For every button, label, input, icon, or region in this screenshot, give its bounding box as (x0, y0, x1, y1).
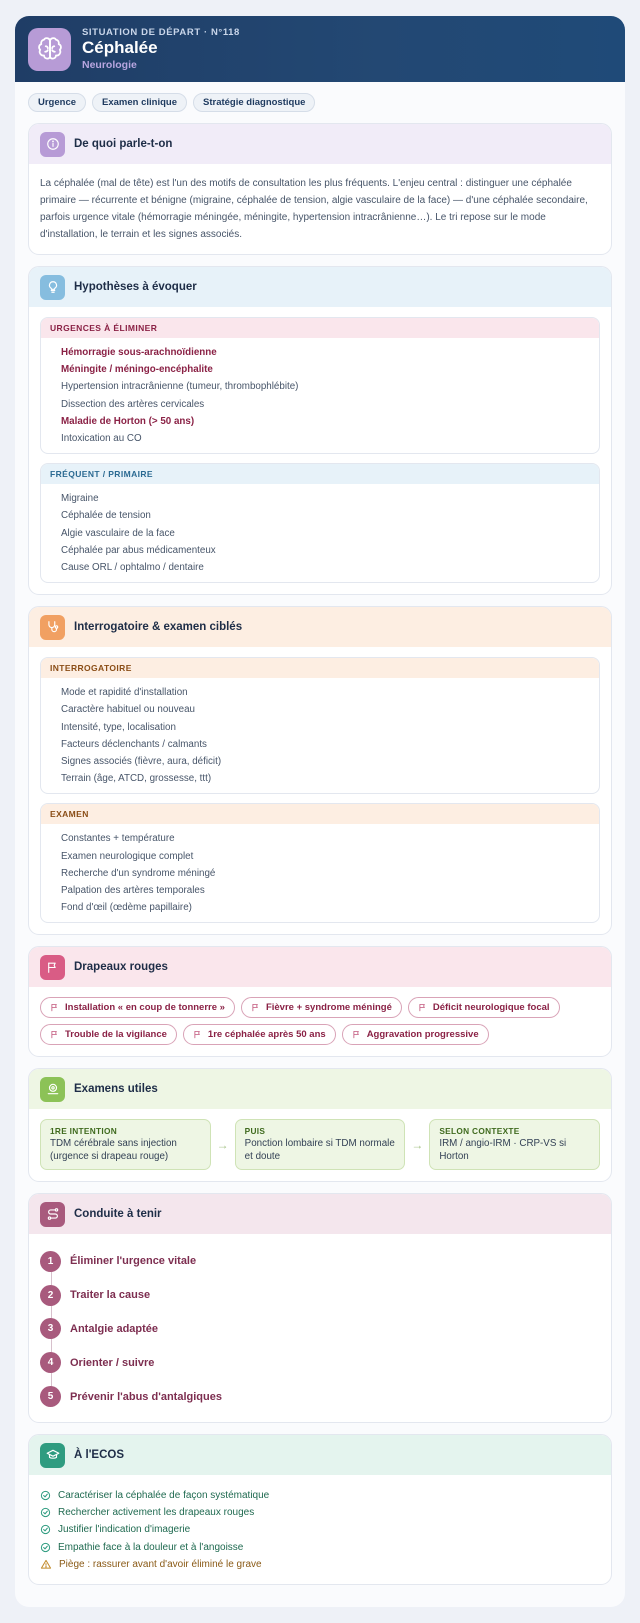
redflags-list (40, 997, 600, 1045)
step-label: SELON CONTEXTE (439, 1126, 520, 1137)
urgences-list (41, 338, 599, 453)
flag-icon (418, 1003, 427, 1012)
step-label: Traiter la cause (70, 1289, 151, 1302)
arrow-right-icon: → (411, 1137, 424, 1152)
ecos-item-text: Piège : rassurer avant d'avoir éliminé le grave (59, 1559, 262, 1571)
about-text: La céphalée (mal de tête) est l'un des motifs de consultation les plus fréquents. L'enjeu central : distinguer une céphalée primaire — récurrente et bénigne (migraine, céphalée de tension, algie vasculaire de la face) — d'une céphalée secondaire, parfois urgence vitale (hémorragie méningée, méningite, hypertension intracrânienne…). Le tri repose sur le mode d'installation, le terrain et les signes associés. (40, 178, 588, 240)
step-text: Ponction lombaire si TDM normale et doute (244, 1138, 395, 1162)
redflag-label: Installation « en coup de tonnerre » (65, 1002, 225, 1014)
check-circle-icon (40, 1507, 51, 1518)
conduite-list (29, 1234, 611, 1422)
list-item: Terrain (âge, ATCD, grossesse, ttt) (61, 773, 212, 785)
conduite-card (28, 1193, 612, 1423)
redflag-label: Trouble de la vigilance (65, 1029, 167, 1041)
step-text: TDM cérébrale sans injection (urgence si drapeau rouge) (50, 1138, 177, 1162)
list-item: Recherche d'un syndrome méningé (61, 867, 216, 879)
conduite-step (40, 1380, 600, 1414)
redflag-item (183, 1024, 336, 1045)
step-number: 2 (40, 1285, 61, 1306)
tag-urgence[interactable]: Urgence (28, 93, 86, 112)
examen-step (235, 1119, 406, 1170)
hypotheses-title: Hypothèses à évoquer (74, 281, 197, 293)
list-item: Hypertension intracrânienne (tumeur, thrombophlébite) (61, 381, 299, 393)
flag-icon (251, 1003, 260, 1012)
list-item: Signes associés (fièvre, aura, déficit) (61, 756, 222, 768)
tag-examen-clinique[interactable]: Examen clinique (92, 93, 187, 112)
conduite-step (40, 1278, 600, 1312)
check-circle-icon (40, 1524, 51, 1535)
step-number: 1 (40, 1251, 61, 1272)
redflags-title: Drapeaux rouges (74, 961, 168, 974)
interrogatoire-card-header (29, 607, 611, 647)
examen-step (40, 1119, 211, 1170)
redflag-item (40, 997, 235, 1018)
redflags-card-header (29, 947, 611, 987)
check-circle-icon (40, 1490, 51, 1501)
list-item: Constantes + température (61, 833, 175, 845)
step-number: 5 (40, 1386, 61, 1407)
frequent-block (40, 463, 600, 583)
list-item: Hémorragie sous-arachnoïdienne (61, 347, 217, 358)
ecos-item (40, 1521, 600, 1538)
flag-icon (40, 955, 65, 980)
examen-step (429, 1119, 600, 1170)
tag-strategie-diagnostique[interactable]: Stratégie diagnostique (193, 93, 315, 112)
ecos-title: À l'ECOS (74, 1449, 125, 1462)
ecos-item (40, 1486, 600, 1503)
flag-icon (50, 1003, 59, 1012)
flag-icon (193, 1030, 202, 1039)
hypotheses-card-header (29, 267, 611, 307)
list-item: Céphalée de tension (61, 510, 151, 522)
header (15, 16, 625, 82)
list-item: Céphalée par abus médicamenteux (61, 544, 216, 556)
interro-block (40, 657, 600, 794)
tag-list (15, 82, 625, 112)
list-item: Maladie de Horton (> 50 ans) (61, 415, 195, 427)
about-card-header (29, 124, 611, 164)
interro-label: INTERROGATOIRE (41, 658, 599, 678)
route-icon (40, 1202, 65, 1227)
warning-icon (40, 1559, 52, 1570)
brain-icon (28, 28, 71, 71)
list-item: Méningite / méningo-encéphalite (61, 364, 213, 376)
redflag-label: Déficit neurologique focal (432, 1002, 550, 1014)
examen-label: EXAMEN (41, 804, 599, 824)
ecos-item (40, 1556, 600, 1573)
list-item: Mode et rapidité d'installation (61, 687, 188, 699)
page-subtitle: Neurologie (82, 59, 137, 71)
redflag-label: Aggravation progressive (366, 1029, 479, 1041)
conduite-step (40, 1346, 600, 1380)
redflag-item (40, 1024, 177, 1045)
ecos-item (40, 1504, 600, 1521)
step-text: IRM / angio-IRM · CRP-VS si Horton (439, 1138, 567, 1162)
conduite-title: Conduite à tenir (74, 1208, 162, 1221)
info-icon (40, 132, 65, 157)
redflags-card (28, 946, 612, 1057)
step-label: Orienter / suivre (70, 1356, 155, 1369)
list-item: Examen neurologique complet (61, 850, 194, 862)
redflag-item (342, 1024, 489, 1045)
about-title: De quoi parle-t-on (74, 138, 173, 150)
list-item: Palpation des artères temporales (61, 885, 205, 897)
stethoscope-icon (40, 615, 65, 640)
ecos-item-text: Justifier l'indication d'imagerie (58, 1524, 191, 1536)
lightbulb-icon (40, 275, 65, 300)
frequent-label: FRÉQUENT / PRIMAIRE (41, 464, 599, 484)
flag-icon (50, 1030, 59, 1039)
examens-steps (40, 1119, 600, 1170)
redflag-label: Fièvre + syndrome méningé (265, 1002, 392, 1014)
ecos-card (28, 1434, 612, 1585)
ecos-card-header (29, 1435, 611, 1475)
scanner-icon (40, 1077, 65, 1102)
examen-list (41, 824, 599, 922)
redflag-label: 1re céphalée après 50 ans (207, 1029, 326, 1041)
list-item: Fond d'œil (œdème papillaire) (61, 902, 192, 914)
ecos-item-text: Empathie face à la douleur et à l'angoisse (58, 1541, 244, 1553)
list-item: Intensité, type, localisation (61, 721, 176, 733)
ecos-item-text: Caractériser la céphalée de façon systématique (58, 1489, 270, 1501)
list-item: Dissection des artères cervicales (61, 398, 205, 410)
hypotheses-card (28, 266, 612, 595)
redflag-item (241, 997, 402, 1018)
step-number: 3 (40, 1318, 61, 1339)
step-label: PUIS (244, 1126, 266, 1137)
check-circle-icon (40, 1542, 51, 1553)
urgences-block (40, 317, 600, 454)
redflag-item (408, 997, 560, 1018)
flag-icon (352, 1030, 361, 1039)
list-item: Intoxication au CO (61, 433, 142, 445)
interrogatoire-title: Interrogatoire & examen ciblés (74, 621, 243, 634)
fiche-page (15, 16, 625, 1607)
ecos-item (40, 1539, 600, 1556)
list-item: Algie vasculaire de la face (61, 527, 175, 539)
frequent-list (41, 484, 599, 582)
step-number: 4 (40, 1352, 61, 1373)
interro-list (41, 678, 599, 793)
conduite-card-header (29, 1194, 611, 1234)
examens-title: Examens utiles (74, 1083, 158, 1096)
list-item: Migraine (61, 493, 99, 505)
step-label: 1RE INTENTION (50, 1126, 118, 1137)
examens-card (28, 1068, 612, 1182)
page-title: Céphalée (82, 38, 158, 57)
urgences-label: URGENCES À ÉLIMINER (41, 318, 599, 338)
about-card (28, 123, 612, 255)
step-label: Prévenir l'abus d'antalgiques (70, 1390, 222, 1403)
step-label: Éliminer l'urgence vitale (70, 1255, 197, 1268)
graduation-cap-icon (40, 1443, 65, 1468)
examens-card-header (29, 1069, 611, 1109)
ecos-list (40, 1485, 600, 1573)
conduite-step (40, 1312, 600, 1346)
list-item: Facteurs déclenchants / calmants (61, 738, 207, 750)
arrow-right-icon: → (216, 1137, 229, 1152)
header-kicker: SITUATION DE DÉPART · N°118 (82, 27, 240, 38)
step-label: Antalgie adaptée (70, 1322, 159, 1335)
ecos-item-text: Rechercher activement les drapeaux rouges (58, 1507, 255, 1519)
examen-block (40, 803, 600, 923)
interrogatoire-card (28, 606, 612, 935)
list-item: Cause ORL / ophtalmo / dentaire (61, 562, 204, 574)
list-item: Caractère habituel ou nouveau (61, 704, 195, 716)
conduite-step (40, 1244, 600, 1278)
